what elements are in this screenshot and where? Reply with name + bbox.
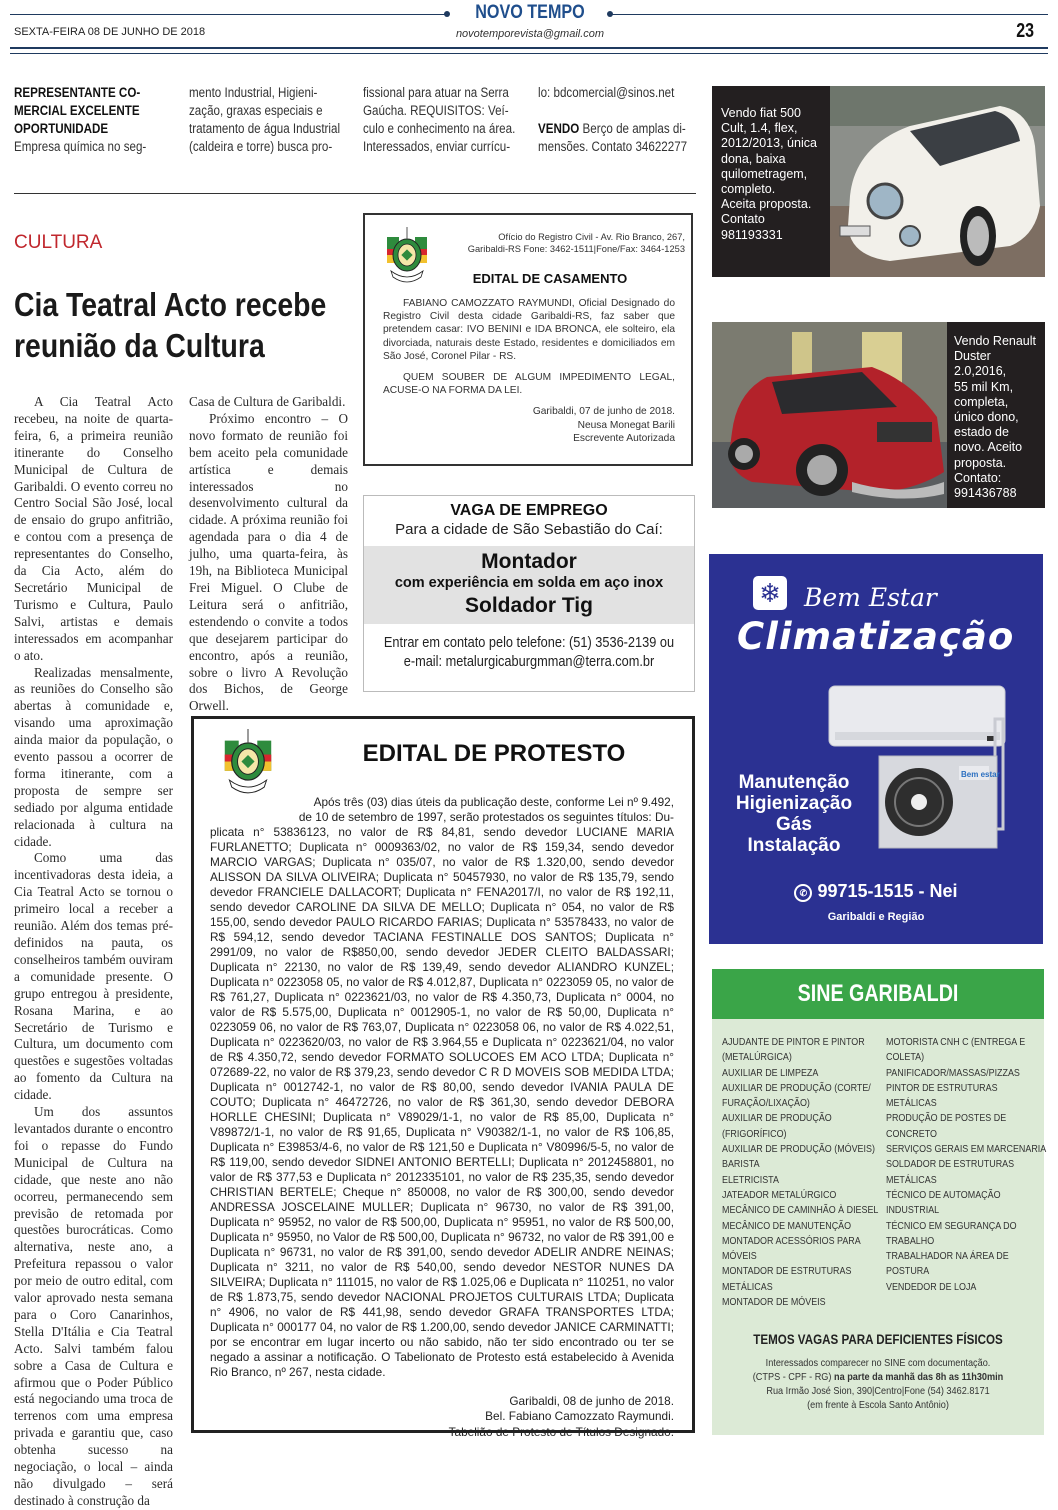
- car-ad-line: 2012/2013, única: [721, 136, 817, 151]
- sine-job-item: AJUDANTE DE PINTOR E PINTOR: [722, 1037, 865, 1048]
- red-renault-duster-photo: [712, 322, 947, 508]
- car-ad-text: [721, 106, 831, 243]
- car-ad-line: completo.: [721, 182, 776, 197]
- edital-casamento-signer: Neusa Monegat Barili: [577, 419, 675, 431]
- car-ad-line: quilometragem,: [721, 166, 808, 181]
- ac-service: Manutenção: [738, 772, 850, 793]
- sine-garibaldi: [712, 969, 1047, 1435]
- headline-line: reunião da Cultura: [14, 327, 265, 364]
- masthead-dot-left: [444, 11, 450, 17]
- sine-job-item: INDUSTRIAL: [886, 1205, 940, 1217]
- car-ad-line: novo. Aceito: [954, 440, 1023, 455]
- sine-job-item: JATEADOR METALÚRGICO: [722, 1189, 837, 1201]
- car-ad-line: Duster: [954, 349, 991, 364]
- classified-line: zação, graxas especiais e: [189, 103, 323, 118]
- sine-jobs-right: [886, 1035, 1046, 1295]
- car-ad-phone: 981193331: [721, 227, 783, 242]
- sine-job-item: (FRIGORÍFICO): [722, 1128, 787, 1140]
- registry-office-header: [455, 231, 685, 255]
- sine-job-item: MÓVEIS: [722, 1251, 757, 1263]
- rs-coat-of-arms-icon: [383, 227, 431, 289]
- article-column-2: [189, 394, 348, 715]
- car-ad-line: Vendo Renault: [954, 334, 1037, 348]
- edital-casamento: [363, 213, 693, 466]
- car-ad-text: [954, 334, 1044, 501]
- article-paragraph: Um dos assuntos levantados durante o encontro foi o repasse do Fundo Municipal de Cultura na cidade, que neste ano não ocorreu, permanecendo sem previsão de retomada por questões burocráticas. Como alternativa, neste ano, a Prefeitura repassou o valor por meio de outro edital, com valor aprovado nesta semana para o Coro Canarinhos, Stella D'Itália e Cia Teatral Acto. Salvi também falou sobre a Casa de Cultura e afirmou que o Poder Público está negociando uma troca de terrenos com uma empresa privada e garantiu que, caso obtenha sucesso na negociação, o local – ainda não divulgado – será destinado à construção da: [14, 1104, 173, 1508]
- sine-job-item: VENDEDOR DE LOJA: [886, 1281, 977, 1293]
- sine-job-item: MONTADOR ACESSÓRIOS PARA: [722, 1235, 861, 1247]
- sine-job-item: AUXILIAR DE PRODUÇÃO (MÓVEIS): [722, 1144, 875, 1156]
- sine-title-text: SINE GARIBALDI: [797, 980, 959, 1007]
- edital-protesto-signer-role: Tabelião de Protesto de Títulos Designado.: [448, 1424, 674, 1439]
- ac-services: [719, 772, 869, 856]
- vaga-job-soldador: Soldador Tig: [465, 594, 593, 617]
- classified-col4: [538, 84, 710, 156]
- sine-info-line: Interessados comparecer no SINE com documentação.: [765, 1358, 991, 1369]
- sine-hours: na parte da manhã das 8h as 11h30min: [834, 1372, 1004, 1383]
- sine-job-item: MECÂNICO DE MANUTENÇÃO: [722, 1220, 852, 1232]
- classified-heading-line: MERCIAL EXCELENTE: [14, 103, 140, 118]
- ac-service: Instalação: [747, 835, 841, 856]
- article-headline: [14, 284, 358, 366]
- car-ad-phone: 991436788: [954, 486, 1017, 501]
- sine-title: [712, 969, 1044, 1019]
- edital-protesto-body: plicata n° 53836123, no valor de R$ 84,81, sendo devedor LUCIANE MARIA FURLANETTO; Duplicata n° 0009363/02, no valor de R$ 159,34, sendo devedor MARCIO VARGAS; Duplicata n° 035/07, no valor de R$ 1.320,00, sendo devedor ALISSON DA SILVA OLIVEIRA; Duplicata n° 50457930, no valor de R$ 135,79, sendo devedor FRANCIELE DALLACORT; Duplicata n° FENA2017/I, no valor de R$ 192,11, sendo devedor CAROLINE DA SILVA DE MELLO; Duplicata n° 054, no valor de R$ 155,00, sendo devedor PAULO RICARDO FARIAS; Duplicata n° 53578433, no valor de R$ 594,12, sendo devedor TACIANA FESTINALLE DOS SANTOS; Duplicata n° 2991/09, no valor de R$850,00, sendo devedor JEDER CLEITO BALDASSARI; Duplicata n° 22130, no valor de R$ 139,49, sendo devedor ALIANDRO KUNZEL; Duplicata n° 0223058 05, no valor de R$ 4.012,87, Duplicata n° 0223059 05, no valor de R$ 761,27, Duplicata n° 0223621/03, no valor de R$ 4.350,73, Duplicata n° 0004, no valor de R$ 5.575,00, Duplicata n° 0012905-1, no valor de R$ 50,00, Duplicata n° 0223059 06, no valor de R$ 763,07, Duplicata n° 0223058 06, no valor de R$ 4.022,51, Duplicata n° 0223620/03, no valor de R$ 3.964,55 e Duplicata n° 0223621/04, no valor de R$ 4.350,72, sendo devedor FORMATO SOLUCOES EM ACO LTDA; Duplicata n° 072689-22, no valor de R$ 379,23, sendo devedor C R D MOVEIS SOB MEDIDA LTDA; Duplicata n° 0012742-1, no valor de R$ 80,00, sendo devedor IVANIA PAULA DE COUTO; Duplicata n° 46472726, no valor de R$ 361,30, sendo devedor DEBORA HORLLE CHESINI; Duplicata n° V89029/1-1, no valor de R$ 85,00, Duplicata n° V89872/1-1, no valor de R$ 91,65, Duplicata n° V90382/1-1, no valor de R$ 106,85, Duplicata n° E39853/4-6, no valor de R$ 121,50 e Duplicata n° V80996/5-5, no valor de R$ 119,00, sendo devedor SIDNEI ANTONIO BERTELLI; Duplicata n° 2012458801, no valor de R$ 377,53 e Duplicata n° 2012335101, no valor de R$ 235,35, sendo devedor CHRISTIAN BERTELE; Cheque n° 850008, no valor de R$ 300,00, sendo devedor ANDRESSA JOSCELAINE MULLER; Duplicata n° 96730, no valor de R$ 391,00, Duplicata n° 95952, no valor de R$ 500,00, Duplicata n° 95951, no valor de R$ 500,00, Duplicata n° 95950, no Valor de R$ 500,00, Duplicata n° 96732, no valor de R$ 391,00 e Duplicata n° 96731, no valor de R$ 391,00, sendo devedor ADELIR ANDRE NEINAS; Duplicata n° 3211, no valor de R$ 540,00, sendo devedor NESTOR NUNES DA SILVEIRA; Duplicata n° 111015, no valor de R$ 1.025,06 e Duplicata n° 110251, no valor de R$ 1.873,75, sendo devedor NACIONAL PROJETOS CULTURAIS LTDA; Duplicata n° 4906, no valor de R$ 441,98, sendo devedor GRAFA TRANSPORTES LTDA; Duplicata n° 000177 04, no valor de R$ 1.200,00, sendo devedor JANICE CARMINATTI; por se encontrar em lugar incerto ou não sabido, não ter sido encontrado ou ter se negado a assinar a notificação. O Tabelionato de Protesto está estabelecido à Avenida Rio Branco, nº 267, nesta cidade.: [210, 825, 674, 1379]
- registry-office-phone: Garibaldi-RS Fone: 3462-1511|Fone/Fax: 3464-1253: [467, 244, 685, 254]
- car-ad-line: Vendo fiat 500: [721, 106, 801, 120]
- sine-pcd-title-text: TEMOS VAGAS PARA DEFICIENTES FÍSICOS: [753, 1332, 1003, 1347]
- classified-line: mento Industrial, Higieni-: [189, 85, 318, 100]
- sine-job-item: PRODUÇÃO DE POSTES DE: [886, 1113, 1007, 1125]
- article-paragraph: Próximo encontro – O novo formato de reunião foi bem aceito pela comunidade artística e demais interessados no desenvolvimento cultural da cidade. A próxima reunião foi agendada para o dia 4 de julho, uma quarta-feira, às 19h, na Biblioteca Municipal Frei Miguel. O Clube de Leitura será o anfitrião, estendendo o convite a todos que desejarem participar do encontro, após a reunião, sobre o livro A Revolução dos Bichos, de George Orwell.: [189, 410, 348, 714]
- headline-line: Cia Teatral Acto recebe: [14, 286, 327, 323]
- edition-date: SEXTA-FEIRA 08 DE JUNHO DE 2018: [14, 26, 206, 38]
- edital-protesto-signature: [210, 1394, 674, 1440]
- sine-job-item: CONCRETO: [886, 1128, 937, 1140]
- article-paragraph: Realizadas mensalmente, as reuniões do Conselho são abertas à comunidade e, visando uma aproximação ainda maior da população, o evento passou a ocorrer de forma itinerante, com a proposta de sempre ser sediado por alguma entidade relacionada à cultura na cidade.: [14, 664, 173, 849]
- sine-job-item: TÉCNICO EM SEGURANÇA DO: [886, 1220, 1017, 1232]
- vaga-contact: [384, 634, 674, 672]
- sine-jobs-left: [722, 1035, 878, 1310]
- sine-job-item: ELETRICISTA: [722, 1174, 779, 1186]
- sine-job-item: SOLDADOR DE ESTRUTURAS: [886, 1159, 1015, 1171]
- car-ad-line: Contato:: [954, 470, 1002, 485]
- sine-job-item: MECÂNICO DE CAMINHÃO À DIESEL: [722, 1205, 879, 1217]
- car-ad-line: dona, baixa: [721, 151, 786, 166]
- masthead-divider: [10, 47, 1048, 54]
- car-ad-line: estado de: [954, 425, 1009, 440]
- car-ad-renault-duster: [712, 322, 1045, 508]
- car-ad-fiat-500: [712, 86, 1045, 277]
- article-paragraph: A Cia Teatral Acto recebeu, na noite de quarta-feira, 6, a primeira reunião itinerante do Conselho Municipal de Cultura de Garibaldi. O evento correu no Centro Social São José, local de ensaio do grupo anfitrião, e contou com a presença de representantes do Conselho, da Cia Acto, além do Secretário Municipal de Turismo e Cultura, Paulo Salvi, artistas e demais interessados em acompanhar o ato.: [14, 394, 173, 663]
- edital-protesto-intro-line: de 10 de setembro de 1997, serão protestados os seguintes títulos: Du-: [298, 810, 674, 824]
- sine-pcd-title: [712, 1331, 1044, 1348]
- sine-job-item: TRABALHO: [886, 1235, 935, 1247]
- sine-landmark: (em frente à Escola Santo Antônio): [807, 1400, 949, 1411]
- vaga-contact-email[interactable]: e-mail: metalurgicaburgmman@terra.com.br: [403, 654, 655, 670]
- edital-casamento-body: FABIANO CAMOZZATO RAYMUNDI, Oficial Designado do Registro Civil desta cidade Garibaldi-RS, faz saber que pretendem casar: IVO BENINI e IDA BRONCA, ele solteiro, ela divorciada, naturais deste Estado, residentes e domiciliados em São José, Coronel Pilar - RS.: [383, 298, 675, 362]
- publication-email[interactable]: novotemporevista@gmail.com: [455, 28, 605, 40]
- vaga-subtitle: Para a cidade de São Sebastião do Caí:: [395, 521, 663, 538]
- classified-col3: [363, 84, 535, 156]
- article-paragraph: Casa de Cultura de Garibaldi.: [189, 394, 346, 409]
- classified-heading-line: REPRESENTANTE CO-: [14, 85, 141, 100]
- vaga-job-detail: com experiência em solda em aço inox: [394, 575, 664, 591]
- sine-job-item: FURAÇÃO/LIXAÇÃO): [722, 1098, 810, 1110]
- ac-brand-title: Climatização: [737, 615, 1015, 658]
- registry-office-address: Ofício do Registro Civil - Av. Rio Branco, 267,: [498, 232, 685, 242]
- masthead-rule-right: [612, 14, 1048, 15]
- sine-job-item: POSTURA: [886, 1266, 930, 1278]
- job-ad-vaga: [363, 495, 695, 692]
- car-ad-line: 55 mil Km,: [954, 379, 1014, 394]
- masthead-rule-left: [10, 14, 446, 15]
- sine-job-item: AUXILIAR DE PRODUÇÃO (CORTE/: [722, 1082, 871, 1094]
- sine-docs: (CTPS - CPF - RG): [752, 1372, 835, 1383]
- car-ad-line: Cult, 1.4, flex,: [721, 121, 798, 136]
- whatsapp-icon: ✆: [794, 884, 812, 902]
- edital-casamento-signature: [383, 405, 675, 445]
- classified-line: fissional para atuar na Serra: [363, 85, 509, 100]
- publication-title: NOVO TEMPO: [475, 2, 585, 23]
- car-ad-line: completa,: [954, 394, 1009, 409]
- edital-protesto-date: Garibaldi, 08 de junho de 2018.: [509, 1394, 674, 1408]
- vaga-positions: [364, 546, 694, 624]
- edital-protesto-intro-line: Após três (03) dias úteis da publicação deste, conforme Lei nº 9.492,: [313, 795, 674, 809]
- car-ad-line: 2.0,2016,: [954, 364, 1007, 379]
- car-ad-line: Aceita proposta.: [721, 197, 812, 212]
- edital-casamento-warning: QUEM SOUBER DE ALGUM IMPEDIMENTO LEGAL, ACUSE-O NA FORMA DA LEI.: [383, 372, 675, 397]
- edital-casamento-signer-role: Escrevente Autorizada: [573, 432, 675, 444]
- classified-col2: [189, 84, 361, 156]
- sine-job-item: METÁLICAS: [722, 1281, 773, 1293]
- ac-phone[interactable]: 99715-1515 - Nei: [817, 881, 958, 901]
- classified-vendo-text: mensões. Contato 34622277: [538, 139, 688, 154]
- classified-vendo-label: VENDO: [538, 121, 580, 136]
- sine-job-item: PANIFICADOR/MASSAS/PIZZAS: [886, 1067, 1020, 1079]
- classified-text: Empresa química no seg-: [14, 139, 147, 154]
- ac-unit-badge: Bem estar: [961, 770, 1000, 779]
- edital-protesto-intro: [210, 795, 674, 825]
- classified-line: (caldeira e torre) busca pro-: [189, 139, 333, 154]
- edital-casamento-content: [383, 297, 675, 445]
- classified-representante: [14, 84, 184, 156]
- sine-info: [712, 1357, 1044, 1413]
- ad-bem-estar-climatizacao: [709, 554, 1043, 944]
- section-label: CULTURA: [14, 232, 103, 253]
- sine-job-item: COLETA): [886, 1052, 925, 1064]
- ac-service: Gás: [776, 814, 812, 835]
- rs-coat-of-arms-icon: [218, 729, 278, 801]
- vaga-job-montador: Montador: [481, 550, 577, 573]
- car-ad-line: proposta.: [954, 455, 1007, 470]
- sine-job-item: TÉCNICO DE AUTOMAÇÃO: [886, 1189, 1001, 1201]
- classified-heading-line: OPORTUNIDADE: [14, 121, 109, 136]
- sine-address: Rua Irmão José Sion, 390|Centro|Fone (54) 3462.8171: [766, 1386, 990, 1397]
- article-paragraph: Como uma das incentivadoras desta ideia, a Cia Teatral Acto se tornou o primeiro local a receber a reunião. Além dos temas pré-definidos na pauta, os conselheiros também ouviram a comunidade presente. O grupo entregou à presidente, Rosana Marina, e ao Secretário de Turismo e Cultura, um documento com questões e sugestões voltadas ao fomento da Cultura na cidade.: [14, 850, 173, 1103]
- classified-line: Interessados, enviar currícu-: [363, 139, 511, 154]
- ac-brand-script: Bem Estar: [804, 583, 937, 612]
- sine-job-item: (METALÚRGICA): [722, 1052, 792, 1064]
- sine-job-item: MOTORISTA CNH C (ENTREGA E: [886, 1037, 1026, 1048]
- classified-line: Gaúcha. REQUISITOS: Veí-: [363, 103, 509, 118]
- classified-email[interactable]: lo: bdcomercial@sinos.net: [538, 85, 675, 100]
- ac-service: Higienização: [735, 793, 853, 814]
- edital-protesto: [191, 716, 695, 1439]
- classified-vendo-text: Berço de amplas di-: [579, 121, 686, 136]
- edital-protesto-content: [210, 795, 674, 1440]
- edital-protesto-title: EDITAL DE PROTESTO: [362, 740, 626, 767]
- edital-casamento-title: EDITAL DE CASAMENTO: [472, 271, 628, 286]
- classified-line: culo e conhecimento na área.: [363, 121, 516, 136]
- vaga-contact-phone: Entrar em contato pelo telefone: (51) 3536-2139 ou: [383, 635, 675, 651]
- sine-job-item: AUXILIAR DE LIMPEZA: [722, 1067, 819, 1079]
- page-number: 23: [1015, 20, 1034, 42]
- classified-line: tratamento de água Industrial: [189, 121, 341, 136]
- article-column-1: [14, 394, 173, 1510]
- edital-protesto-signer: Bel. Fabiano Camozzato Raymundi.: [485, 1409, 674, 1424]
- sine-job-item: AUXILIAR DE PRODUÇÃO: [722, 1113, 832, 1125]
- sine-job-item: SERVIÇOS GERAIS EM MARCENARIA: [886, 1144, 1047, 1156]
- sine-job-item: PINTOR DE ESTRUTURAS: [886, 1082, 998, 1094]
- sine-job-item: TRABALHADOR NA ÁREA DE: [886, 1251, 1009, 1263]
- snowflake-icon: ❄: [753, 576, 787, 610]
- classifieds-divider: [14, 193, 696, 194]
- ac-contact: [709, 880, 1043, 902]
- sine-job-item: BARISTA: [722, 1159, 760, 1171]
- edital-casamento-date: Garibaldi, 07 de junho de 2018.: [532, 406, 675, 418]
- ac-region: Garibaldi e Região: [827, 911, 925, 923]
- sine-job-item: MONTADOR DE ESTRUTURAS: [722, 1266, 852, 1278]
- sine-job-item: MONTADOR DE MÓVEIS: [722, 1297, 826, 1309]
- white-fiat-500-photo: [830, 86, 1045, 277]
- car-ad-line: Contato: [721, 212, 765, 227]
- vaga-title: VAGA DE EMPREGO: [450, 502, 608, 519]
- sine-job-item: METÁLICAS: [886, 1174, 937, 1186]
- car-ad-line: único dono,: [954, 410, 1019, 425]
- sine-job-item: METÁLICAS: [886, 1098, 937, 1110]
